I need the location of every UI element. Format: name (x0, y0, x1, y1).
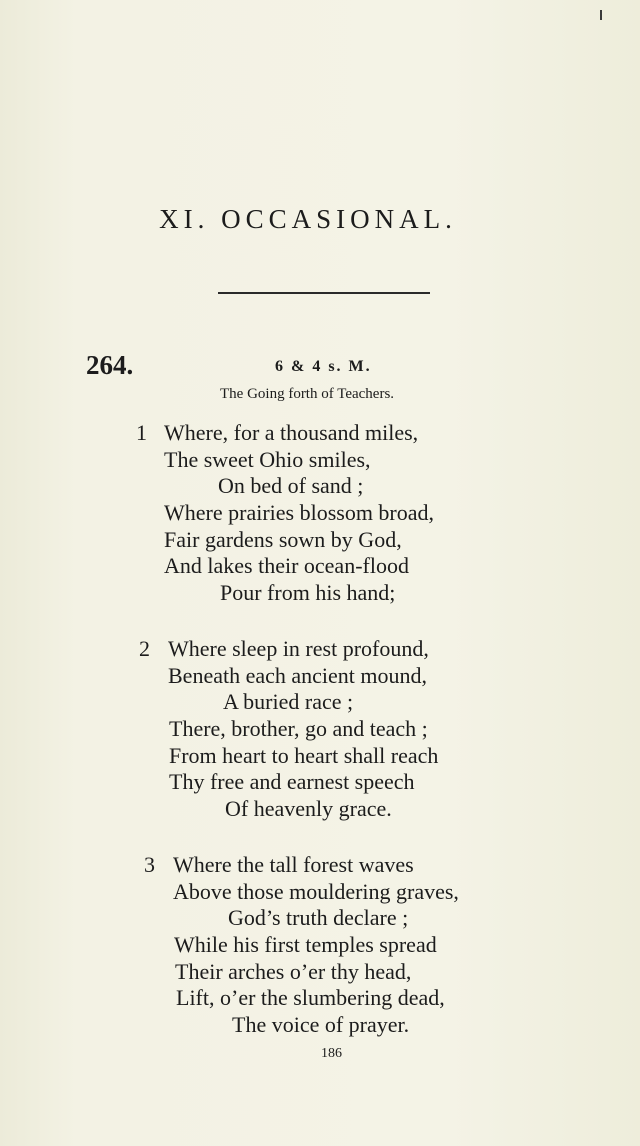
stanza-number: 1 (136, 420, 147, 445)
stanza-line: And lakes their ocean-flood (164, 553, 409, 578)
stanza-line: Of heavenly grace. (225, 796, 392, 821)
stanza-line: A buried race ; (223, 689, 354, 714)
stanza-line: Pour from his hand; (220, 580, 396, 605)
stanza-line: There, brother, go and teach ; (169, 716, 428, 741)
hymn-meter: 6 & 4 s. M. (275, 358, 372, 375)
stanza-line: Fair gardens sown by God, (164, 527, 402, 552)
stanza-line: Where prairies blossom broad, (164, 500, 435, 525)
stanza-line: Lift, o’er the slumbering dead, (176, 985, 445, 1010)
stanza-line: God’s truth declare ; (228, 905, 409, 930)
stanza-number: 2 (139, 636, 150, 661)
page-number: 186 (321, 1046, 342, 1061)
stanza-line: Thy free and earnest speech (169, 769, 415, 794)
hymn-number: 264. (86, 350, 134, 380)
section-divider (218, 292, 430, 294)
stanza-line: On bed of sand ; (218, 473, 364, 498)
section-title: XI. OCCASIONAL. (159, 204, 457, 234)
stanza-line: Where sleep in rest profound, (168, 636, 429, 661)
stanza-line: Where, for a thousand miles, (164, 420, 419, 445)
stanza-line: Where the tall forest waves (173, 852, 414, 877)
stanza-line: Beneath each ancient mound, (168, 663, 428, 688)
stanza-line: Their arches o’er thy head, (175, 959, 412, 984)
stanza-line: The voice of prayer. (232, 1012, 410, 1037)
stanza-line: Above those mouldering graves, (173, 879, 459, 904)
stanza-number: 3 (144, 852, 155, 877)
stanza-line: While his first temples spread (174, 932, 437, 957)
hymn-subtitle: The Going forth of Teachers. (220, 386, 395, 402)
stanza-line: From heart to heart shall reach (169, 743, 439, 768)
corner-mark (600, 10, 602, 20)
stanza-line: The sweet Ohio smiles, (164, 447, 371, 472)
